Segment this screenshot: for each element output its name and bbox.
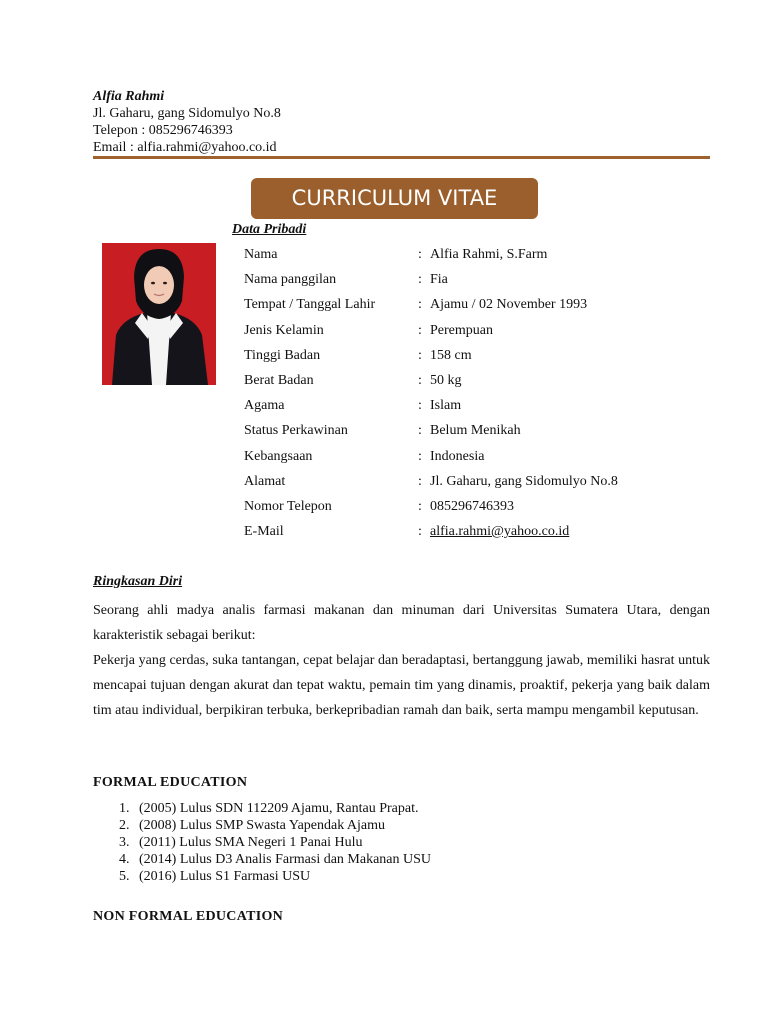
list-item-text: (2014) Lulus D3 Analis Farmasi dan Makanan USU [139,852,432,867]
data-colon: : [418,423,422,439]
data-value-kebangsaan: Indonesia [430,448,485,464]
data-value-berat-badan: 50 kg [430,372,462,388]
header-address: Jl. Gaharu, gang Sidomulyo No.8 [93,106,281,121]
data-value-tempat-tanggal-lahir: Ajamu / 02 November 1993 [430,297,588,313]
data-colon: : [418,524,422,540]
email-link[interactable]: alfia.rahmi@yahoo.co.id [430,524,570,540]
data-label-nama-panggilan: Nama panggilan [244,272,337,288]
list-item-text: (2011) Lulus SMA Negeri 1 Panai Hulu [139,835,363,850]
header-email: Email : alfia.rahmi@yahoo.co.id [93,140,277,155]
data-value-alamat: Jl. Gaharu, gang Sidomulyo No.8 [430,473,618,489]
data-value-tinggi-badan: 158 cm [430,347,472,363]
list-item-number: 4. [119,852,130,867]
data-label-email: E-Mail [244,524,284,540]
data-colon: : [418,322,422,338]
data-label-kebangsaan: Kebangsaan [244,448,313,464]
list-item-number: 5. [119,869,130,884]
data-colon: : [418,347,422,363]
data-value-nomor-telepon: 085296746393 [430,498,514,514]
profile-photo [102,243,216,385]
data-label-status-perkawinan: Status Perkawinan [244,423,348,439]
summary-paragraph-1: Seorang ahli madya analis farmasi makanan dan minuman dari Universitas Sumatera Utara, dengan karakteristik sebagai berikut: [93,603,710,643]
cv-title-banner: CURRICULUM VITAE [251,178,538,219]
list-item-number: 3. [119,835,130,850]
data-colon: : [418,498,422,514]
data-label-tempat-tanggal-lahir: Tempat / Tanggal Lahir [244,297,376,313]
data-label-jenis-kelamin: Jenis Kelamin [244,322,324,338]
profile-photo-image [102,243,216,385]
contact-header [93,88,281,156]
header-divider [93,156,710,159]
data-colon: : [418,247,422,262]
formal-education-title: FORMAL EDUCATION [93,775,248,790]
data-colon: : [418,473,422,489]
data-value-nama: Alfia Rahmi, S.Farm [430,247,548,262]
data-value-nama-panggilan: Fia [430,272,448,288]
data-value-agama: Islam [430,398,462,414]
header-name: Alfia Rahmi [93,89,165,104]
data-colon: : [418,398,422,414]
list-item [93,817,431,834]
data-colon: : [418,372,422,388]
data-label-alamat: Alamat [244,473,286,489]
list-item-text: (2005) Lulus SDN 112209 Ajamu, Rantau Prapat. [139,801,419,816]
list-item [93,851,431,868]
formal-education-list [93,800,431,885]
data-label-nama: Nama [244,247,278,262]
list-item-text: (2008) Lulus SMP Swasta Yapendak Ajamu [139,818,386,833]
list-item-text: (2016) Lulus S1 Farmasi USU [139,869,311,884]
data-colon: : [418,297,422,313]
personal-data-title: Data Pribadi [232,222,307,237]
data-value-jenis-kelamin: Perempuan [430,322,493,338]
summary-body [93,598,710,723]
data-label-agama: Agama [244,398,285,414]
data-colon: : [418,448,422,464]
data-colon: : [418,272,422,288]
list-item-number: 1. [119,801,130,816]
data-value-status-perkawinan: Belum Menikah [430,423,521,439]
header-phone: Telepon : 085296746393 [93,123,233,138]
data-label-tinggi-badan: Tinggi Badan [244,347,321,363]
list-item [93,868,431,885]
list-item [93,800,431,817]
list-item [93,834,431,851]
data-label-berat-badan: Berat Badan [244,372,314,388]
data-label-nomor-telepon: Nomor Telepon [244,498,332,514]
summary-title: Ringkasan Diri [93,574,183,589]
non-formal-education-title: NON FORMAL EDUCATION [93,909,284,924]
summary-paragraph-2: Pekerja yang cerdas, suka tantangan, cepat belajar dan beradaptasi, bertanggung jawab, memiliki hasrat untuk mencapai tujuan dengan akurat dan tepat waktu, pemain tim yang dinamis, proaktif, pekerja yang baik dalam tim atau individual, berpikiran terbuka, berkepribadian ramah dan baik, serta mampu mengambil keputusan. [93,653,710,718]
list-item-number: 2. [119,818,130,833]
